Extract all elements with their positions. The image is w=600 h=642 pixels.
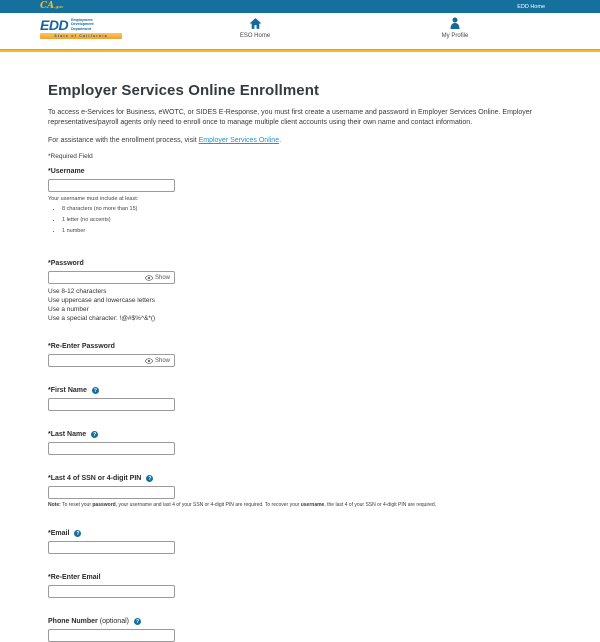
utility-topbar xyxy=(0,0,600,13)
username-label: *Username xyxy=(48,168,85,175)
phone-group xyxy=(48,618,555,642)
reenter-password-group xyxy=(48,343,555,367)
show-reenter-password-button[interactable]: Show xyxy=(141,355,174,366)
edd-home-link[interactable]: EDD Home xyxy=(517,3,545,10)
reenter-password-input-box xyxy=(48,354,175,367)
reenter-email-input[interactable] xyxy=(49,588,174,595)
employer-services-online-link[interactable]: Employer Services Online xyxy=(198,137,280,144)
email-input[interactable] xyxy=(49,544,174,551)
reenter-password-label: *Re-Enter Password xyxy=(48,343,115,350)
edd-logo[interactable] xyxy=(40,18,122,39)
username-requirement: • 8 characters (no more than 15) xyxy=(62,206,555,212)
first-name-label: *First Name ? xyxy=(48,387,97,394)
site-header xyxy=(0,13,600,49)
reenter-email-input-box xyxy=(48,585,175,598)
eye-icon xyxy=(145,358,153,364)
nav-eso-home[interactable] xyxy=(215,17,295,39)
username-group xyxy=(48,168,555,234)
password-rule: Use 8-12 characters xyxy=(48,288,107,295)
phone-help-icon[interactable]: ? xyxy=(135,618,140,625)
reenter-password-input[interactable] xyxy=(49,357,141,364)
last-name-label: *Last Name ? xyxy=(48,431,97,438)
person-icon xyxy=(415,17,495,31)
last-name-help-icon[interactable]: ? xyxy=(93,431,97,438)
username-input[interactable] xyxy=(49,182,174,189)
username-input-box xyxy=(48,179,175,192)
first-name-input[interactable] xyxy=(49,401,174,408)
nav-my-profile[interactable] xyxy=(415,17,495,39)
ca-gov-logo[interactable]: CA.gov xyxy=(40,1,64,11)
password-rule: Use uppercase and lowercase letters xyxy=(48,297,155,304)
email-help-icon[interactable]: ? xyxy=(76,530,80,537)
username-requirements-list xyxy=(62,206,555,234)
ssn-pin-label: *Last 4 of SSN or 4-digit PIN ? xyxy=(48,475,152,482)
last-name-group xyxy=(48,431,555,455)
main-content xyxy=(0,52,600,642)
last-name-input[interactable] xyxy=(49,445,174,452)
password-input[interactable] xyxy=(49,274,141,281)
last-name-input-box xyxy=(48,442,175,455)
ssn-pin-group xyxy=(48,475,555,508)
phone-input-box xyxy=(48,629,175,642)
page-title: Employer Services Online Enrollment xyxy=(48,82,320,99)
intro-paragraph: To access e-Services for Business, eWOTC, or SIDES E-Response, you must first create a username and password in Employer Services Online. Employer representatives/payroll agents only need to enroll once to manage multiple client accounts using their own name and contact information. xyxy=(48,109,532,126)
eye-icon xyxy=(145,275,153,281)
nav-eso-home-label: ESO Home xyxy=(239,33,271,39)
assistance-line: For assistance with the enrollment process, visit Employer Services Online. xyxy=(48,137,282,144)
phone-label: Phone Number (optional) ? xyxy=(48,618,140,625)
ssn-pin-note: Note: To reset your password, your username and last 4 of your SSN or 4-digit PIN are required. To recover your username, the last 4 of your SSN or 4-digit PIN are required. xyxy=(48,502,437,508)
edd-acronym: EDD xyxy=(40,17,69,33)
email-group xyxy=(48,530,555,554)
ssn-pin-help-icon[interactable]: ? xyxy=(148,475,152,482)
username-requirement: • 1 number xyxy=(62,228,555,234)
first-name-help-icon[interactable]: ? xyxy=(93,387,97,394)
reenter-email-group xyxy=(48,574,555,598)
username-requirement: • 1 letter (no accents) xyxy=(62,217,555,223)
nav-my-profile-label: My Profile xyxy=(441,33,469,39)
email-input-box xyxy=(48,541,175,554)
password-rules xyxy=(48,287,555,323)
email-label: *Email ? xyxy=(48,530,80,537)
ssn-pin-input-box xyxy=(48,486,175,499)
first-name-group xyxy=(48,387,555,411)
reenter-email-label: *Re-Enter Email xyxy=(48,574,101,581)
required-field-note: *Required Field xyxy=(48,153,93,160)
home-icon xyxy=(215,17,295,31)
phone-input[interactable] xyxy=(49,632,174,639)
first-name-input-box xyxy=(48,398,175,411)
password-rule: Use a number xyxy=(48,306,89,313)
ssn-pin-input[interactable] xyxy=(49,489,174,496)
edd-logo-words: Employment Development Department xyxy=(71,18,94,31)
edd-logo-tagline: State of California xyxy=(40,33,122,39)
username-hint-title: Your username must include at least: xyxy=(48,196,139,202)
password-label: *Password xyxy=(48,260,84,267)
password-group xyxy=(48,260,555,323)
password-rule: Use a special character: !@#$%^&*() xyxy=(48,315,156,322)
show-password-button[interactable]: Show xyxy=(141,272,174,283)
password-input-box xyxy=(48,271,175,284)
